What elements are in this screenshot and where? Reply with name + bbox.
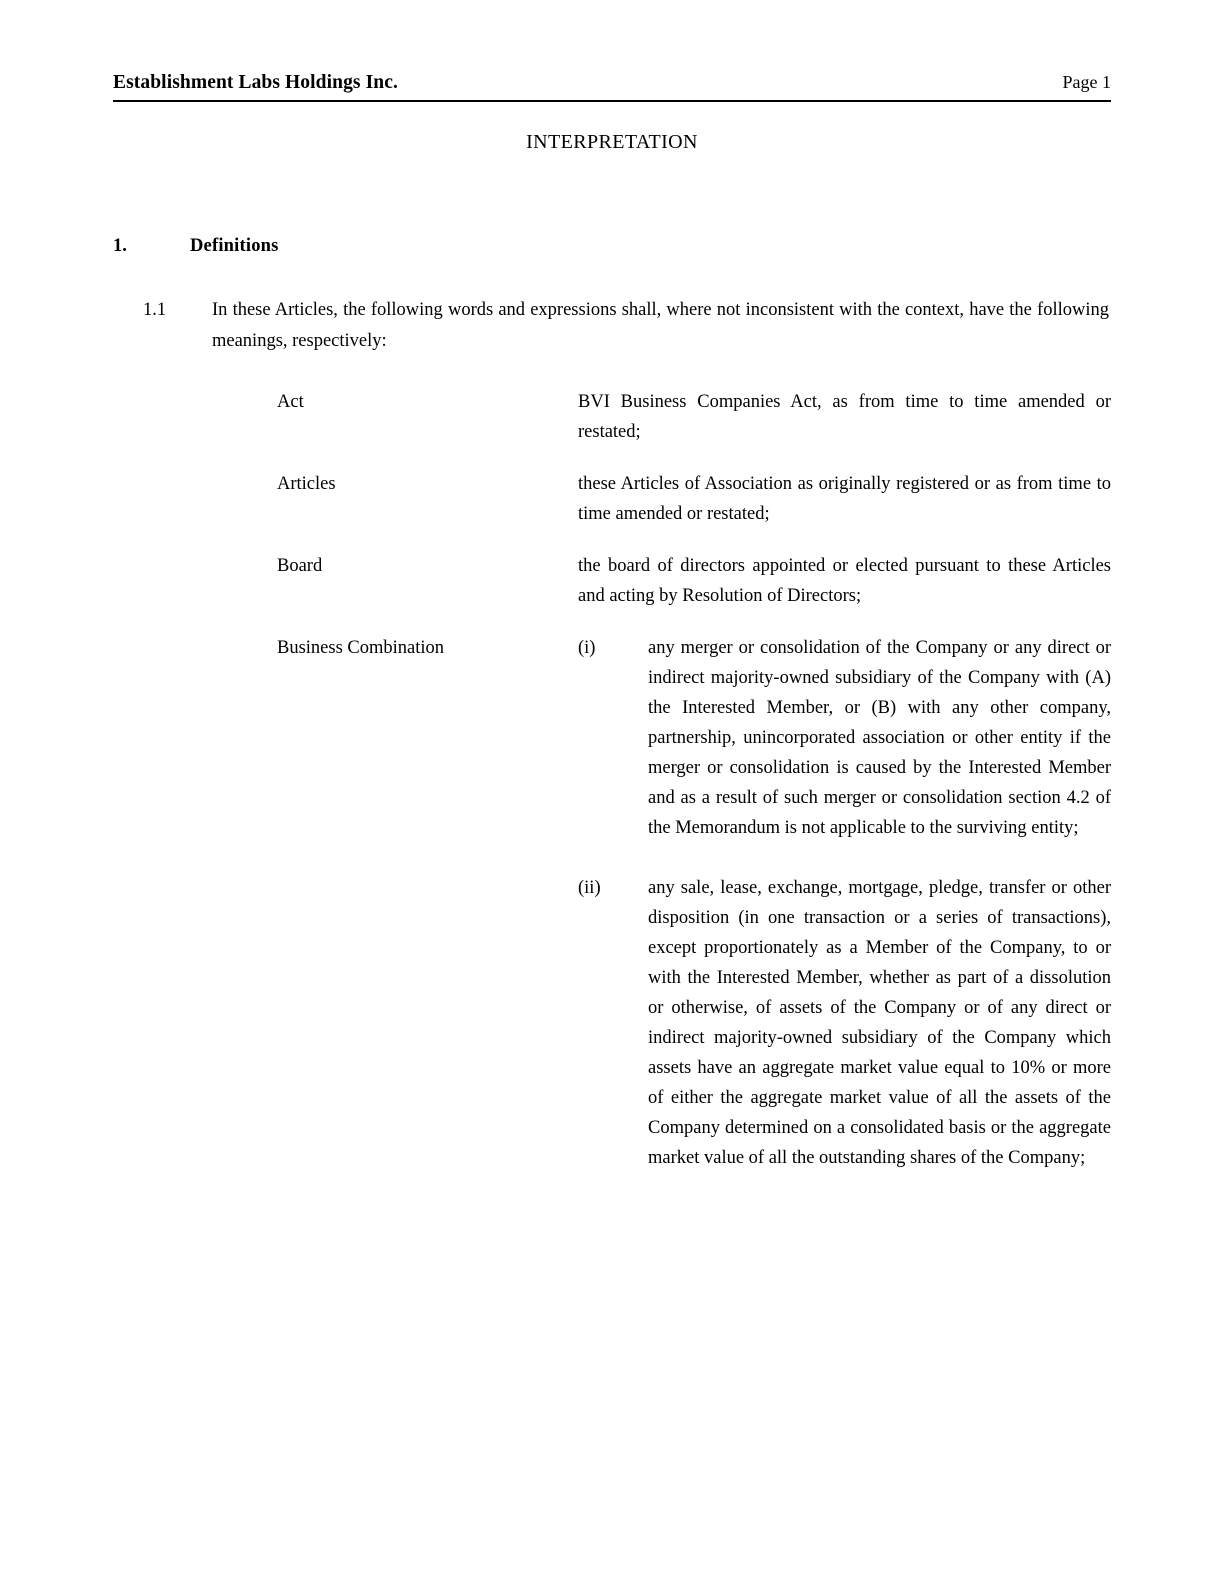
section-heading-definitions [113,236,1111,257]
definition-term: Board [277,556,323,576]
subitem-marker: (i) [578,638,596,658]
page-title: INTERPRETATION [526,131,698,153]
subitem-text: any merger or consolidation of the Company or any direct or indirect majority-owned subsidiary of the Company with (A) the Interested Member, or (B) with any other company, partnership, unincorporated association or other entity if the merger or consolidation is caused by the Interested Member and as a result of such merger or consolidation section 4.2 of the Memorandum is not applicable to the surviving entity; [648,638,1111,838]
definition-body: BVI Business Companies Act, as from time to time amended or restated; [578,392,1111,442]
subitem-text: any sale, lease, exchange, mortgage, pledge, transfer or other disposition (in one transaction or a series of transactions), except proportionately as a Member of the Company, to or with the Interested Member, whether as part of a dissolution or otherwise, of assets of the Company or of any direct or indirect majority-owned subsidiary of the Company which assets have an aggregate market value equal to 10% or more of either the aggregate market value of all the assets of the Company determined on a consolidated basis or the aggregate market value of all the outstanding shares of the Company; [648,878,1111,1168]
header-divider [113,100,1111,102]
definition-subitem [578,873,1111,1173]
definition-subitem [578,633,1111,843]
document-body [113,236,1111,1173]
section-title: Definitions [190,236,279,256]
definition-body [578,633,1111,1173]
definition-row [113,633,1111,1173]
definition-row [113,387,1111,447]
page-header [113,72,1111,94]
definition-term: Business Combination [277,638,445,658]
header-company-name: Establishment Labs Holdings Inc. [113,72,398,93]
clause-text: In these Articles, the following words and expressions shall, where not inconsistent with the context, have the following meanings, respectively: [212,300,1109,351]
definition-row [113,551,1111,611]
definition-body: the board of directors appointed or elected pursuant to these Articles and acting by Resolution of Directors; [578,556,1111,606]
definition-row [113,469,1111,529]
definition-term: Act [277,392,304,412]
section-number: 1. [113,236,127,256]
definition-term: Articles [277,474,336,494]
clause-number: 1.1 [143,300,167,320]
clause-1-1 [113,295,1111,357]
subitem-marker: (ii) [578,878,601,898]
definitions-list [113,387,1111,1173]
definition-body: these Articles of Association as originally registered or as from time to time amended or restated; [578,474,1111,524]
header-page-number: Page 1 [1062,72,1111,92]
